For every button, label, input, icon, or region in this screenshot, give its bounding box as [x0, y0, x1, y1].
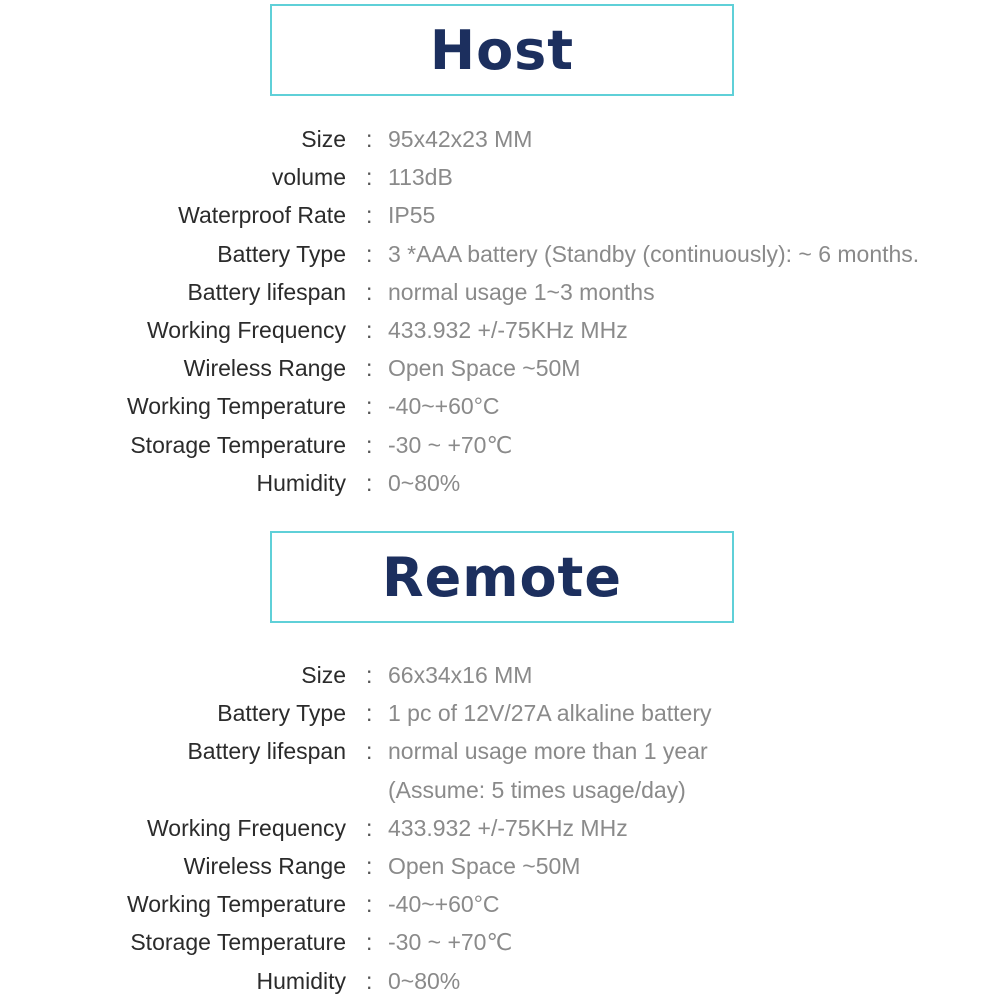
spec-label: Battery lifespan	[187, 278, 346, 305]
spec-separator: :	[366, 202, 373, 229]
spec-row	[0, 120, 1000, 158]
spec-label: Storage Temperature	[130, 929, 346, 956]
host-section-title: Host	[270, 4, 734, 96]
spec-label: Storage Temperature	[130, 431, 346, 458]
spec-separator: :	[366, 967, 373, 994]
spec-row	[0, 809, 1000, 847]
spec-value: Open Space ~50M	[388, 355, 581, 382]
spec-label: Wireless Range	[183, 853, 346, 879]
spec-value: 3 *AAA battery (Standby (continuously): ~ 6 months.	[388, 240, 920, 267]
spec-row	[0, 732, 1000, 770]
spec-row	[0, 426, 1000, 464]
spec-separator: :	[366, 317, 373, 343]
spec-value: normal usage more than 1 year	[388, 738, 708, 765]
remote-section-title: Remote	[270, 531, 734, 623]
spec-value: 0~80%	[388, 469, 461, 496]
spec-label: Working Temperature	[126, 393, 346, 420]
spec-row	[0, 847, 1000, 885]
spec-label: Waterproof Rate	[178, 202, 346, 229]
spec-value: Open Space ~50M	[388, 853, 581, 879]
spec-separator: :	[366, 355, 373, 382]
spec-separator: :	[366, 662, 373, 688]
spec-label: Battery lifespan	[187, 738, 346, 765]
spec-row	[0, 464, 1000, 502]
spec-label: Battery Type	[217, 700, 346, 727]
spec-label: Size	[301, 662, 346, 688]
spec-value: 433.932 +/-75KHz MHz	[388, 814, 628, 841]
spec-label: Battery Type	[217, 240, 346, 267]
spec-separator: :	[366, 853, 373, 879]
spec-separator: :	[366, 240, 373, 267]
spec-label: Working Temperature	[126, 891, 346, 918]
spec-row	[0, 656, 1000, 694]
spec-row	[0, 923, 1000, 961]
spec-row	[0, 885, 1000, 923]
spec-label: Humidity	[256, 967, 346, 994]
spec-value: normal usage 1~3 months	[388, 278, 655, 305]
spec-value: -30 ~ +70℃	[388, 929, 513, 956]
spec-separator: :	[366, 278, 373, 305]
spec-separator: :	[366, 929, 373, 956]
spec-row	[0, 235, 1000, 273]
spec-value: 95x42x23 MM	[388, 126, 533, 152]
spec-row	[0, 196, 1000, 234]
spec-label: Working Frequency	[147, 317, 346, 343]
spec-separator: :	[366, 469, 373, 496]
spec-separator: :	[366, 814, 373, 841]
spec-value: -30 ~ +70℃	[388, 431, 513, 458]
spec-separator: :	[366, 431, 373, 458]
spec-separator: :	[366, 393, 373, 420]
spec-label: Size	[301, 126, 346, 152]
spec-separator: :	[366, 891, 373, 918]
spec-row	[0, 771, 1000, 809]
spec-row	[0, 387, 1000, 425]
spec-row	[0, 349, 1000, 387]
spec-value: IP55	[388, 202, 436, 229]
spec-separator: :	[366, 126, 373, 152]
spec-row	[0, 158, 1000, 196]
spec-value: 433.932 +/-75KHz MHz	[388, 317, 628, 343]
spec-value: 113dB	[388, 164, 453, 191]
spec-value: (Assume: 5 times usage/day)	[388, 776, 686, 803]
spec-value: 1 pc of 12V/27A alkaline battery	[388, 700, 712, 727]
spec-row	[0, 273, 1000, 311]
spec-row	[0, 962, 1000, 1000]
spec-label: Wireless Range	[183, 355, 346, 382]
spec-label: Working Frequency	[147, 814, 346, 841]
spec-separator: :	[366, 700, 373, 727]
spec-value: -40~+60°C	[388, 891, 500, 918]
spec-label: volume	[271, 164, 346, 191]
spec-separator: :	[366, 164, 373, 191]
spec-separator: :	[366, 738, 373, 765]
spec-value: -40~+60°C	[388, 393, 500, 420]
spec-value: 66x34x16 MM	[388, 662, 533, 688]
spec-row	[0, 694, 1000, 732]
spec-value: 0~80%	[388, 967, 461, 994]
spec-label: Humidity	[256, 469, 346, 496]
spec-row	[0, 311, 1000, 349]
